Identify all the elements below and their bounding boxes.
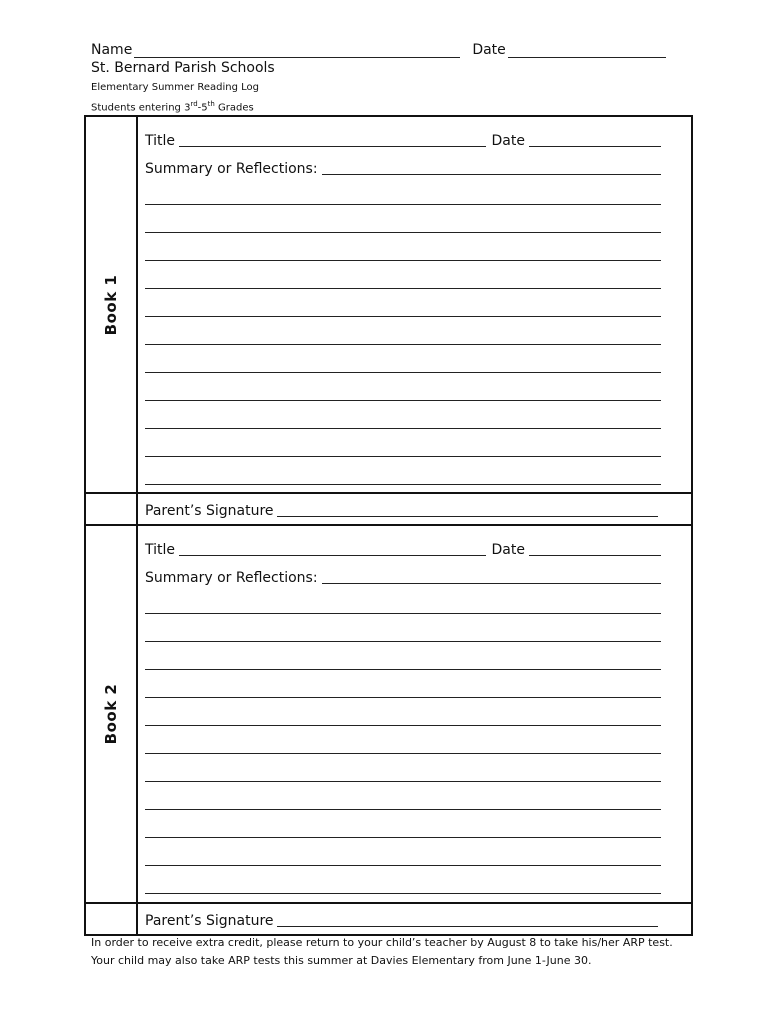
ruled-writing-line[interactable]	[145, 670, 661, 698]
ruled-writing-line[interactable]	[145, 289, 661, 317]
book-2-section	[86, 524, 691, 902]
book-1-date-field[interactable]	[529, 134, 661, 147]
book-2-summary-field[interactable]	[322, 571, 661, 584]
book-2-summary-row	[145, 564, 661, 586]
book-2-side-cell	[86, 526, 138, 902]
book-1-summary-label: Summary or Reflections:	[145, 161, 318, 177]
ruled-writing-line[interactable]	[145, 261, 661, 289]
book-2-ruled-lines[interactable]	[145, 586, 661, 894]
book-1-signature-side-cell	[86, 494, 138, 524]
book-1-signature-content	[138, 494, 691, 524]
ruled-writing-line[interactable]	[145, 642, 661, 670]
ruled-writing-line[interactable]	[145, 866, 661, 894]
book-1-signature-section	[86, 492, 691, 524]
book-2-title-row	[145, 536, 661, 558]
book-2-signature-section	[86, 902, 691, 934]
book-2-label: Book 2	[102, 683, 120, 745]
book-1-title-label: Title	[145, 133, 176, 149]
date-label: Date	[472, 42, 506, 58]
reading-log-table	[84, 115, 693, 936]
ruled-writing-line[interactable]	[145, 205, 661, 233]
book-1-title-row	[145, 127, 661, 149]
book-2-summary-label: Summary or Reflections:	[145, 570, 318, 586]
book-1-section	[86, 117, 691, 492]
book-1-ruled-lines[interactable]	[145, 177, 661, 485]
book-2-signature-row	[145, 907, 661, 929]
book-1-signature-field[interactable]	[277, 504, 658, 517]
book-2-content	[138, 526, 691, 902]
ruled-writing-line[interactable]	[145, 698, 661, 726]
ruled-writing-line[interactable]	[145, 457, 661, 485]
book-1-content	[138, 117, 691, 492]
book-1-summary-row	[145, 155, 661, 177]
date-field[interactable]	[508, 44, 666, 58]
ruled-writing-line[interactable]	[145, 838, 661, 866]
ruled-writing-line[interactable]	[145, 754, 661, 782]
book-2-signature-label: Parent’s Signature	[145, 913, 274, 929]
ruled-writing-line[interactable]	[145, 401, 661, 429]
ruled-writing-line[interactable]	[145, 726, 661, 754]
ruled-writing-line[interactable]	[145, 429, 661, 457]
ruled-writing-line[interactable]	[145, 345, 661, 373]
book-2-date-field[interactable]	[529, 543, 661, 556]
book-1-title-field[interactable]	[179, 134, 486, 147]
ruled-writing-line[interactable]	[145, 177, 661, 205]
ruled-writing-line[interactable]	[145, 810, 661, 838]
name-label: Name	[91, 42, 133, 58]
form-header	[91, 36, 691, 112]
book-2-signature-content	[138, 904, 691, 934]
book-2-signature-field[interactable]	[277, 914, 658, 927]
book-1-date-label: Date	[491, 133, 525, 149]
name-field[interactable]	[134, 44, 460, 58]
ruled-writing-line[interactable]	[145, 233, 661, 261]
book-1-signature-row	[145, 497, 661, 519]
ruled-writing-line[interactable]	[145, 782, 661, 810]
book-1-label: Book 1	[102, 274, 120, 335]
ruled-writing-line[interactable]	[145, 586, 661, 614]
book-2-title-label: Title	[145, 542, 176, 558]
book-2-signature-side-cell	[86, 904, 138, 934]
book-1-summary-field[interactable]	[322, 162, 661, 175]
log-title: Elementary Summer Reading Log	[91, 82, 259, 93]
ruled-writing-line[interactable]	[145, 614, 661, 642]
extra-credit-note: In order to receive extra credit, please return to your child’s teacher by August 8 to take his/her ARP test. Your child may also take ARP tests this summer at Davies Elementary from June 1-June 30.	[91, 936, 673, 967]
school-name: St. Bernard Parish Schools	[91, 60, 275, 76]
name-date-line	[91, 36, 691, 58]
ruled-writing-line[interactable]	[145, 317, 661, 345]
grades-line: Students entering 3rd-5th Grades	[91, 100, 254, 114]
ruled-writing-line[interactable]	[145, 373, 661, 401]
book-2-date-label: Date	[491, 542, 525, 558]
book-2-title-field[interactable]	[179, 543, 486, 556]
book-1-side-cell	[86, 117, 138, 492]
book-1-signature-label: Parent’s Signature	[145, 503, 274, 519]
